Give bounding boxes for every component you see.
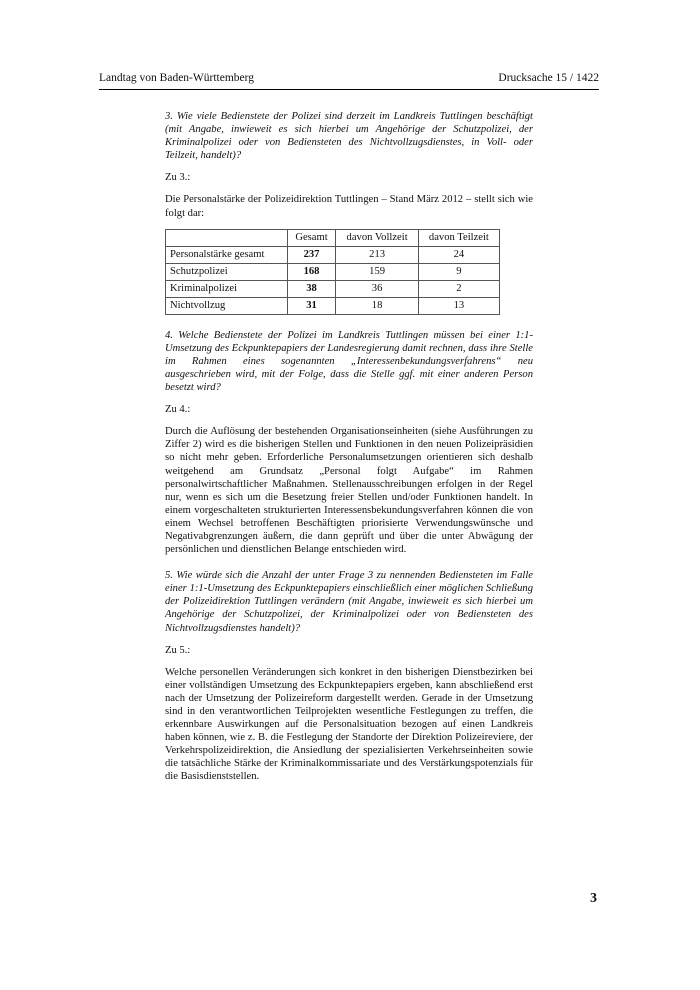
answer-5-label: Zu 5.: bbox=[165, 644, 191, 656]
row-label: Kriminalpolizei bbox=[166, 280, 288, 297]
table-header-row bbox=[166, 229, 500, 246]
header-document-number: Drucksache 15 / 1422 bbox=[498, 72, 599, 84]
question-5-text: 5. Wie würde sich die Anzahl der unter Frage 3 zu nennenden Bediensteten im Falle einer 1:1-Umsetzung des Eckpunktepapiers einschließlich einer möglichen Schließung der Polizeidirektion Tuttlingen verändern (mit Angabe, inwieweit es sich hierbei um Angehörige der Schutzpolizei, der Kriminalpolizei oder von Bediensteten des Nichtvollzugsdienstes handelt)? bbox=[165, 570, 533, 634]
table-header-cell: davon Teilzeit bbox=[418, 229, 499, 246]
cell-gesamt: 38 bbox=[287, 280, 336, 297]
document-body bbox=[165, 110, 533, 793]
cell-teilzeit: 9 bbox=[418, 263, 499, 280]
table-header-cell: Gesamt bbox=[287, 229, 336, 246]
question-3 bbox=[165, 110, 533, 162]
cell-gesamt: 31 bbox=[287, 297, 336, 314]
answer-4-label: Zu 4.: bbox=[165, 404, 191, 416]
header-rule bbox=[99, 89, 599, 90]
answer-3-intro: Die Personalstärke der Polizeidirektion Tuttlingen – Stand März 2012 – stellt sich wie folgt dar: bbox=[165, 194, 533, 219]
table-header-cell: davon Vollzeit bbox=[336, 229, 418, 246]
row-label: Nichtvollzug bbox=[166, 297, 288, 314]
table-row bbox=[166, 280, 500, 297]
table-header-cell bbox=[166, 229, 288, 246]
staff-table bbox=[165, 229, 500, 315]
cell-teilzeit: 13 bbox=[418, 297, 499, 314]
row-label: Schutzpolizei bbox=[166, 263, 288, 280]
cell-teilzeit: 24 bbox=[418, 246, 499, 263]
question-5 bbox=[165, 569, 533, 634]
cell-gesamt: 168 bbox=[287, 263, 336, 280]
table-row bbox=[166, 263, 500, 280]
cell-vollzeit: 18 bbox=[336, 297, 418, 314]
table-row bbox=[166, 246, 500, 263]
cell-vollzeit: 213 bbox=[336, 246, 418, 263]
answer-5-text: Welche personellen Veränderungen sich konkret in den bisherigen Dienstbezirken bei einer vollständigen Umsetzung des Eckpunktepapiers ergeben, kann abschließend erst nach der Umsetzung der Polizeireform dargestellt werden. Gerade in der Umsetzung sind in den verantwortlichen Teilprojekten wesentliche Festlegungen zu treffen, die erkennbare Auswirkungen auf die Personalsituation bezogen auf einen Landkreis haben können, wie z. B. die Festlegung der Standorte der Direktion Polizeireviere, der Verkehrspolizeidirektion, die Ansiedlung der spezialisierten Verkehrseinheiten sowie die tatsächliche Stärke der Kriminalkommissariate und des Verstärkungspotenzials für die Basisdienststellen. bbox=[165, 666, 533, 783]
cell-gesamt: 237 bbox=[287, 246, 336, 263]
cell-teilzeit: 2 bbox=[418, 280, 499, 297]
answer-4-text: Durch die Auflösung der bestehenden Organisationseinheiten (siehe Ausführungen zu Ziffer 2) wird es die bisherigen Stellen und Funktionen in den neuen Polizeipräsidien so nicht mehr geben. Erforderliche Personalumsetzungen orientieren sich deshalb weitgehend am Grundsatz „Personal folgt Aufgabe“ im Rahmen personalwirtschaftlicher Maßnahmen. Stellenausschreibungen erfolgen in der Regel nur, wenn es sich um die Besetzung freier Stellen und/oder Funktionen handelt. In einem vorgeschalteten strukturierten Interessensbekundungsverfahren können die von einem Wechsel betroffenen Beschäftigten priorisierte Verwendungswünsche und Negativabgrenzungen äußern, die dann geprüft und über die unter Abwägung der persönlichen und dienstlichen Belange entschieden wird. bbox=[165, 426, 533, 556]
table-row bbox=[166, 297, 500, 314]
question-3-text: 3. Wie viele Bedienstete der Polizei sind derzeit im Landkreis Tuttlingen beschäftigt (mit Angabe, inwieweit es sich hierbei um Angehörige der Schutzpolizei, der Kriminalpolizei oder von Bediensteten des Nichtvollzugsdienstes, in Voll- oder Teilzeit, handelt)? bbox=[165, 111, 533, 162]
question-4 bbox=[165, 329, 533, 394]
cell-vollzeit: 36 bbox=[336, 280, 418, 297]
page-header bbox=[99, 70, 599, 88]
question-4-text: 4. Welche Bedienstete der Polizei im Landkreis Tuttlingen müssen bei einer 1:1-Umsetzung des Eckpunktepapiers der Landesregierung damit rechnen, dass ihre Stelle im Rahmen eines sogenannten „Interessenbekundungsverfahrens“ neu ausgeschrieben wird, mit der Folge, dass die Stelle ggf. mit einer anderen Person besetzt wird? bbox=[165, 329, 533, 394]
page-number: 3 bbox=[590, 891, 597, 906]
header-left-title: Landtag von Baden-Württemberg bbox=[99, 72, 254, 84]
cell-vollzeit: 159 bbox=[336, 263, 418, 280]
answer-3-label: Zu 3.: bbox=[165, 172, 191, 184]
row-label: Personalstärke gesamt bbox=[166, 246, 288, 263]
